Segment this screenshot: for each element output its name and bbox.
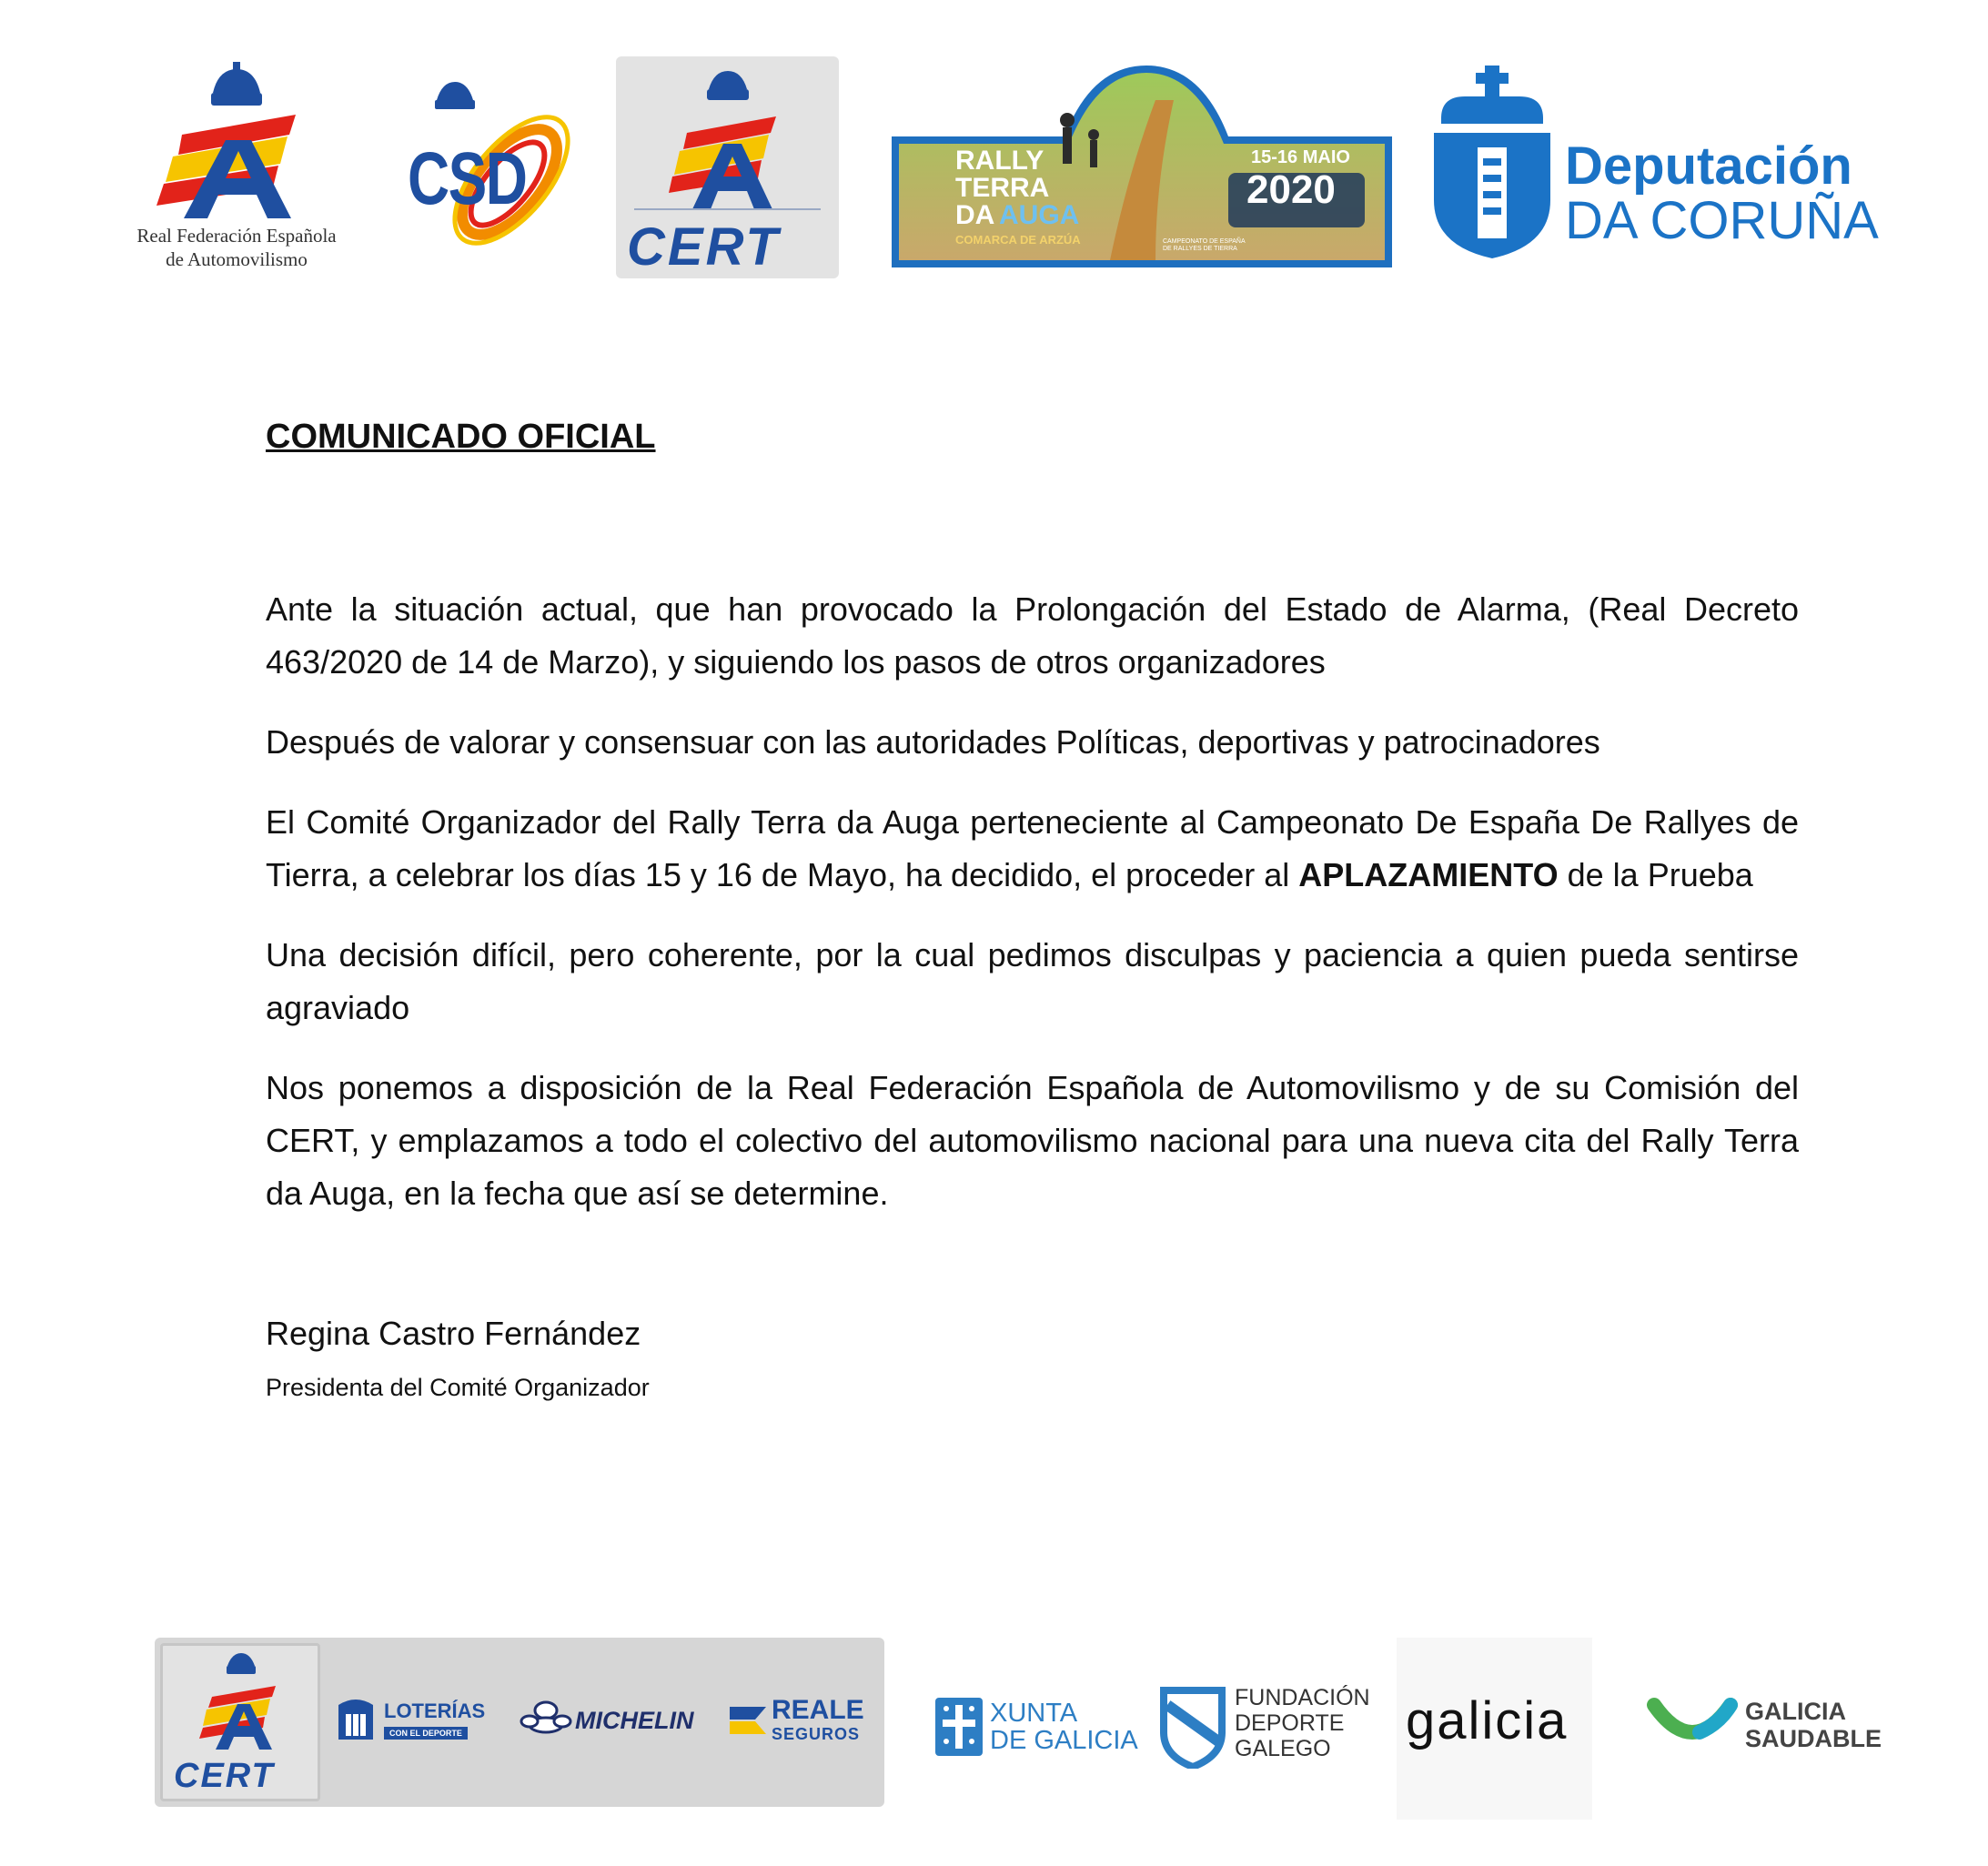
fundacion-deporte-galego-logo bbox=[1160, 1683, 1383, 1770]
xunta-line2: DE GALICIA bbox=[990, 1726, 1138, 1755]
deputacion-line1: Deputación bbox=[1565, 136, 1852, 196]
cert-text: CERT bbox=[627, 217, 781, 277]
signer-name: Regina Castro Fernández bbox=[266, 1315, 641, 1352]
page-title: COMUNICADO OFICIAL bbox=[266, 418, 656, 456]
paragraph-3 bbox=[266, 796, 1799, 902]
csd-text: CSD bbox=[408, 137, 527, 220]
deputacion-coruna-logo bbox=[1428, 64, 1879, 273]
loterias-text: LOTERÍAS bbox=[384, 1700, 486, 1722]
paragraph-2: Después de valorar y consensuar con las autoridades Políticas, deportivas y patrocinadores bbox=[266, 723, 1600, 761]
paragraph-3-emphasis: APLAZAMIENTO bbox=[1298, 856, 1559, 893]
rally-terra-da-auga-logo bbox=[883, 64, 1401, 271]
paragraph-3-tail: de la Prueba bbox=[1558, 856, 1753, 893]
paragraph-5: Nos ponemos a disposición de la Real Federación Española de Automovilismo y de su Comisión del CERT, y emplazamos a todo el colectivo del automovilismo nacional para una nueva cita del Rally Terra da Auga, en la fecha que así se determine. bbox=[266, 1069, 1799, 1212]
reale-text: REALE bbox=[772, 1695, 864, 1725]
fundacion-line1: FUNDACIÓN bbox=[1235, 1685, 1370, 1710]
rally-line3a: DA bbox=[955, 200, 995, 230]
rally-championship-line1: CAMPEONATO DE ESPAÑA bbox=[1163, 238, 1246, 245]
michelin-man-icon bbox=[519, 1698, 573, 1743]
cert-footer-text: CERT bbox=[174, 1757, 275, 1795]
paragraph-3-text: El Comité Organizador del Rally Terra da Auga perteneciente al Campeonato De España De Rallyes de Tierra, a celebrar los días 15 y 16 de Mayo, ha decidido, el proceder al bbox=[266, 803, 1799, 893]
saudable-smile-icon bbox=[1647, 1696, 1738, 1750]
cert-emblem-icon bbox=[616, 56, 839, 220]
rally-dates: 15-16 MAIO bbox=[1251, 147, 1350, 167]
loterias-logo bbox=[333, 1694, 515, 1749]
saudable-line1: GALICIA bbox=[1745, 1698, 1846, 1725]
michelin-logo bbox=[519, 1694, 710, 1749]
cert-footer-emblem-icon bbox=[163, 1646, 318, 1755]
galicia-logo bbox=[1397, 1638, 1592, 1820]
rally-championship-line2: DE RALLYES DE TIERRA bbox=[1163, 246, 1237, 252]
deputacion-line2: DA CORUÑA bbox=[1565, 191, 1879, 250]
sponsor-banner bbox=[155, 1638, 884, 1807]
communique-body bbox=[266, 414, 1799, 1406]
cert-footer-logo bbox=[160, 1643, 320, 1801]
loterias-subtext: CON EL DEPORTE bbox=[384, 1727, 468, 1740]
galicia-saudable-logo bbox=[1647, 1692, 1882, 1758]
deputacion-shield-icon bbox=[1428, 64, 1556, 264]
xunta-de-galicia-logo bbox=[935, 1694, 1138, 1760]
rally-subtitle: COMARCA DE ARZÚA bbox=[955, 233, 1081, 247]
rally-line2: TERRA bbox=[955, 173, 1050, 203]
rfeda-logo bbox=[118, 62, 355, 280]
loterias-icon bbox=[333, 1694, 378, 1745]
reale-icon bbox=[728, 1700, 768, 1740]
reale-subtext: SEGUROS bbox=[772, 1725, 861, 1743]
rally-line1: RALLY bbox=[955, 146, 1044, 176]
fundacion-line3: GALEGO bbox=[1235, 1736, 1331, 1761]
michelin-text: MICHELIN bbox=[575, 1707, 694, 1734]
signer-role: Presidenta del Comité Organizador bbox=[266, 1374, 650, 1401]
paragraph-4: Una decisión difícil, pero coherente, por la cual pedimos disculpas y paciencia a quien pueda sentirse agraviado bbox=[266, 936, 1799, 1026]
rfeda-caption-line1: Real Federación Española bbox=[136, 225, 337, 247]
csd-logo bbox=[400, 73, 591, 273]
reale-logo bbox=[728, 1694, 883, 1749]
rfeda-emblem-icon bbox=[118, 62, 355, 226]
cert-logo bbox=[616, 56, 839, 278]
paragraph-1: Ante la situación actual, que han provocado la Prolongación del Estado de Alarma, (Real Decreto 463/2020 de 14 de Marzo), y siguiendo los pasos de otros organizadores bbox=[266, 590, 1799, 681]
xunta-emblem-icon bbox=[935, 1698, 983, 1756]
rally-line3b: AUGA bbox=[999, 200, 1080, 230]
xunta-line1: XUNTA bbox=[990, 1699, 1078, 1728]
rfeda-caption-line2: de Automovilismo bbox=[166, 248, 308, 270]
saudable-line2: SAUDABLE bbox=[1745, 1725, 1882, 1752]
rally-year: 2020 bbox=[1246, 167, 1336, 212]
galicia-text: galicia bbox=[1406, 1691, 1569, 1750]
fundacion-line2: DEPORTE bbox=[1235, 1710, 1345, 1736]
fundacion-shield-icon bbox=[1160, 1687, 1226, 1769]
